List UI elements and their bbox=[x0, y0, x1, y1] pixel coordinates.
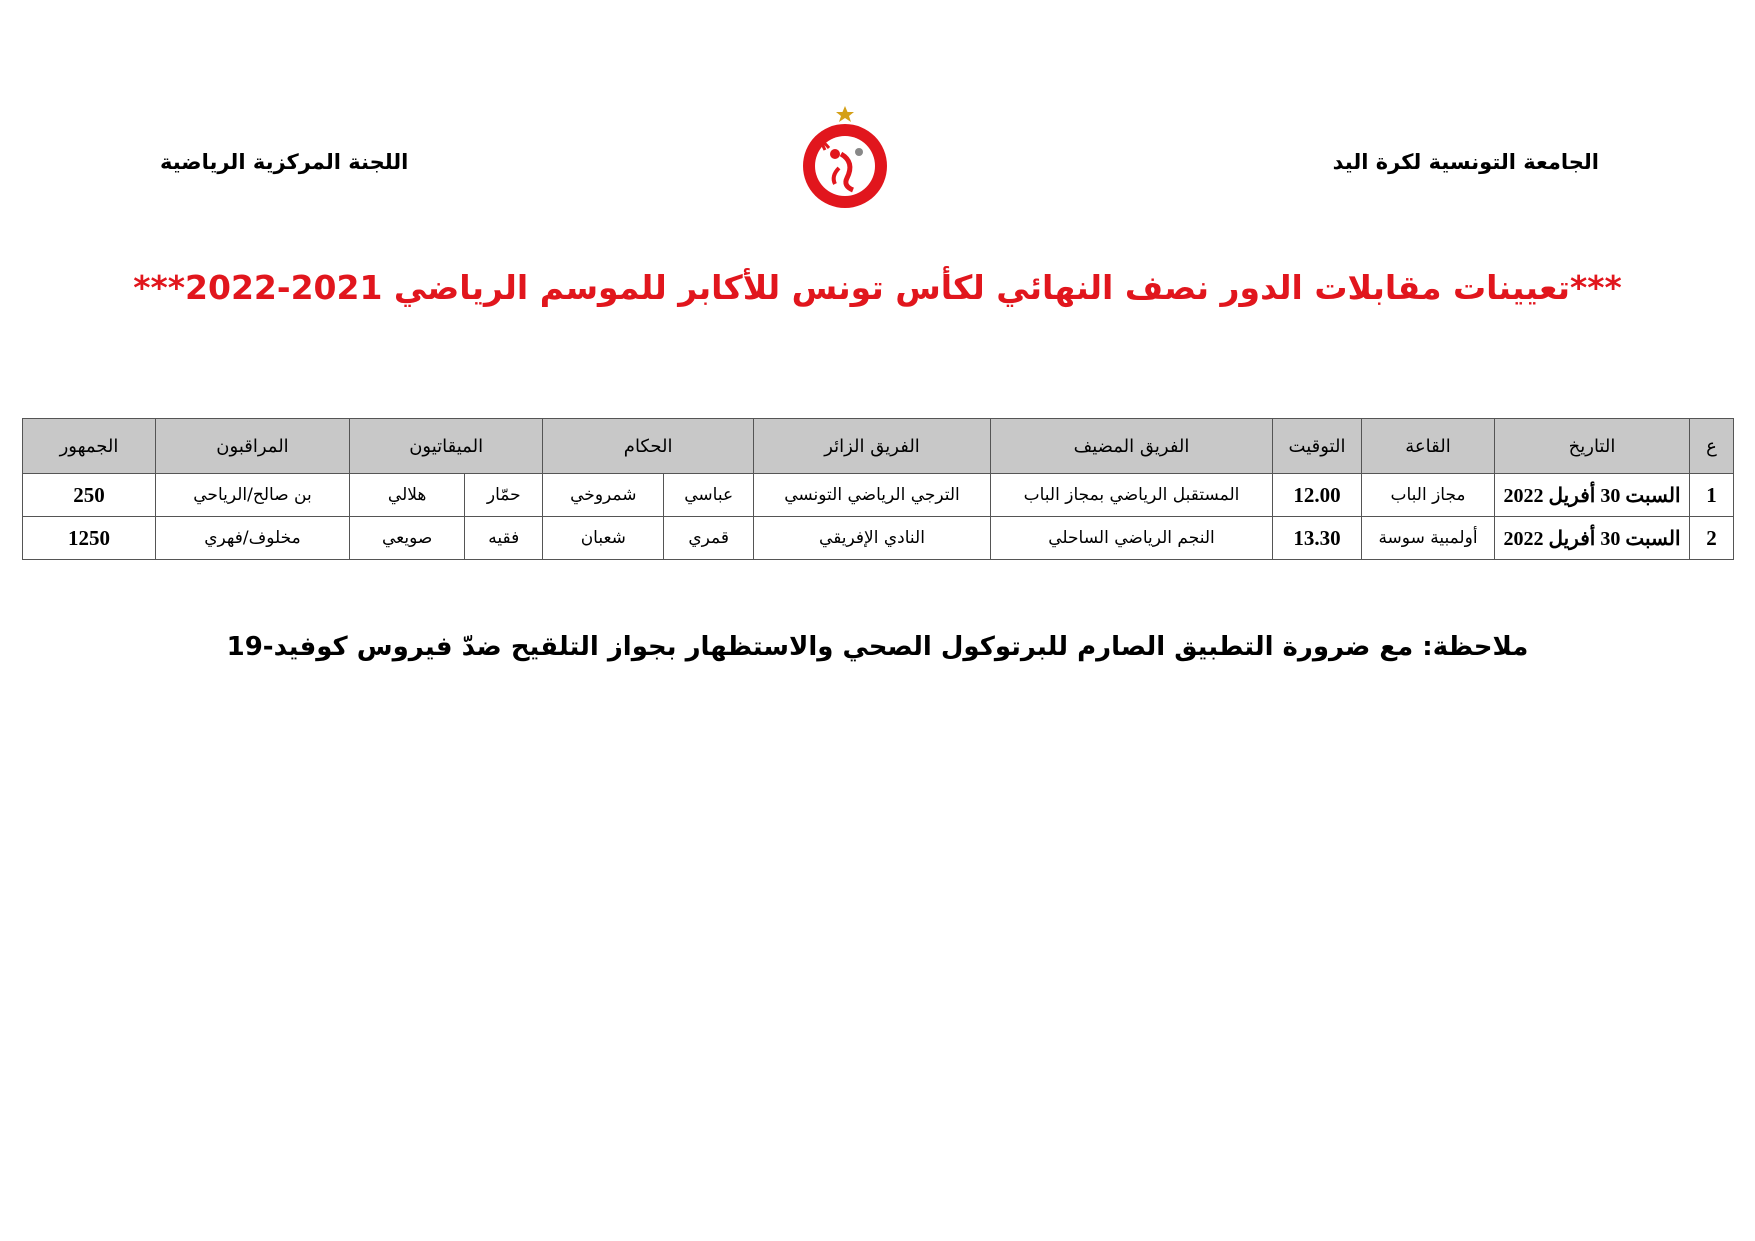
col-observers: المراقبون bbox=[156, 419, 350, 474]
col-away: الفريق الزائر bbox=[754, 419, 991, 474]
cell-timekeeper-1: حمّار bbox=[465, 474, 543, 517]
committee-name: اللجنة المركزية الرياضية bbox=[160, 150, 409, 174]
cell-referee-1: قمري bbox=[664, 517, 754, 560]
assignments-table bbox=[22, 418, 1734, 560]
cell-num: 1 bbox=[1690, 474, 1734, 517]
col-referees: الحكام bbox=[543, 419, 754, 474]
federation-name: الجامعة التونسية لكرة اليد bbox=[1332, 150, 1599, 174]
cell-referee-2: شعبان bbox=[543, 517, 664, 560]
cell-hall: أولمبية سوسة bbox=[1362, 517, 1495, 560]
cell-observers: مخلوف/فهري bbox=[156, 517, 350, 560]
col-num: ع bbox=[1690, 419, 1734, 474]
col-time: التوقيت bbox=[1273, 419, 1362, 474]
cell-hall: مجاز الباب bbox=[1362, 474, 1495, 517]
cell-num: 2 bbox=[1690, 517, 1734, 560]
cell-home: المستقبل الرياضي بمجاز الباب bbox=[991, 474, 1273, 517]
cell-audience: 250 bbox=[23, 474, 156, 517]
table-row bbox=[23, 517, 1734, 560]
federation-logo bbox=[795, 104, 895, 214]
cell-timekeeper-2: هلالي bbox=[350, 474, 465, 517]
col-hall: القاعة bbox=[1362, 419, 1495, 474]
covid-note: ملاحظة: مع ضرورة التطبيق الصارم للبرتوكول الصحي والاستظهار بجواز التلقيح ضدّ فيروس كوفيد-19 bbox=[226, 632, 1529, 662]
cell-date: السبت 30 أفريل 2022 bbox=[1495, 474, 1690, 517]
col-audience: الجمهور bbox=[23, 419, 156, 474]
cell-date: السبت 30 أفريل 2022 bbox=[1495, 517, 1690, 560]
cell-home: النجم الرياضي الساحلي bbox=[991, 517, 1273, 560]
cell-referee-2: شمروخي bbox=[543, 474, 664, 517]
cell-audience: 1250 bbox=[23, 517, 156, 560]
table-header-row bbox=[23, 419, 1734, 474]
cell-time: 12.00 bbox=[1273, 474, 1362, 517]
page-title: ***تعيينات مقابلات الدور نصف النهائي لكأس تونس للأكابر للموسم الرياضي 2021-2022*** bbox=[133, 268, 1622, 307]
cell-timekeeper-2: صويعي bbox=[350, 517, 465, 560]
col-home: الفريق المضيف bbox=[991, 419, 1273, 474]
cell-time: 13.30 bbox=[1273, 517, 1362, 560]
table-row bbox=[23, 474, 1734, 517]
cell-referee-1: عباسي bbox=[664, 474, 754, 517]
cell-away: الترجي الرياضي التونسي bbox=[754, 474, 991, 517]
cell-away: النادي الإفريقي bbox=[754, 517, 991, 560]
cell-observers: بن صالح/الرياحي bbox=[156, 474, 350, 517]
col-timekeepers: الميقاتيون bbox=[350, 419, 543, 474]
col-date: التاريخ bbox=[1495, 419, 1690, 474]
cell-timekeeper-1: فقيه bbox=[465, 517, 543, 560]
